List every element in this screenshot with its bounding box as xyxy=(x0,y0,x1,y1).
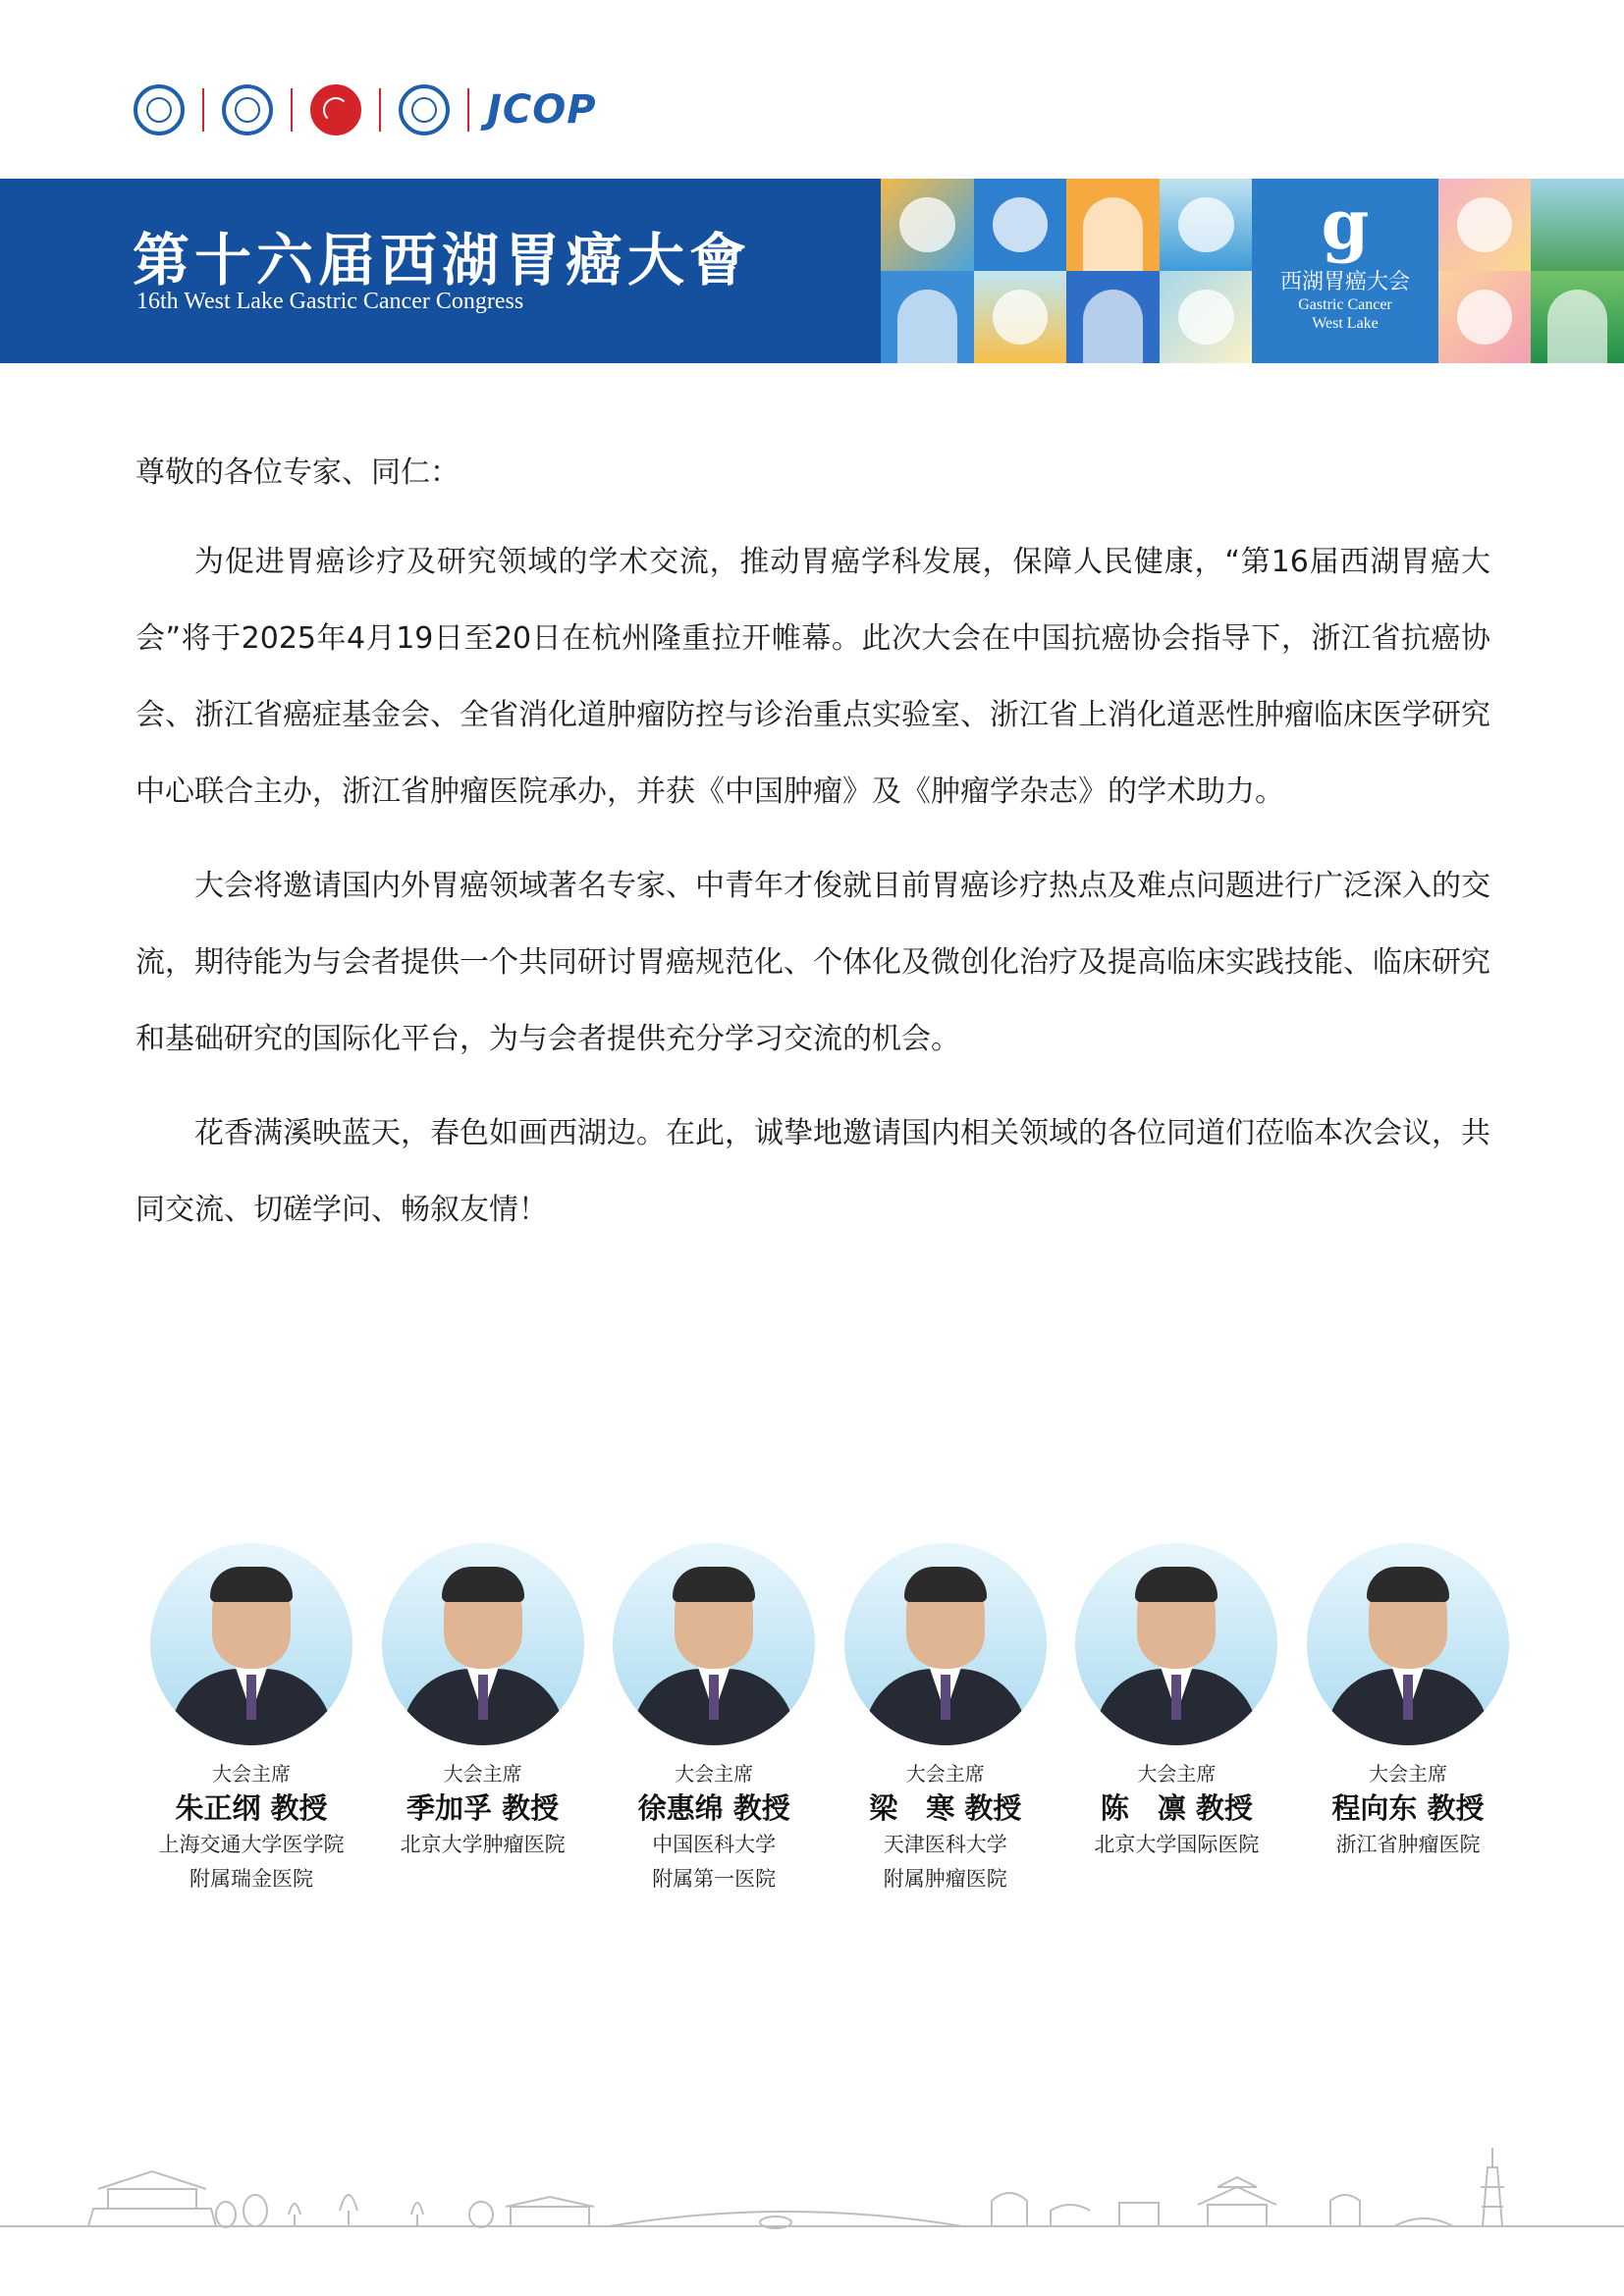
mosaic-tile xyxy=(1531,271,1624,363)
jcop-logo: JCOP xyxy=(487,87,597,133)
chair-affiliation: 中国医科大学 xyxy=(652,1833,777,1856)
logo-divider xyxy=(467,88,469,132)
red-hospital-logo xyxy=(310,84,361,135)
chair-name: 季加孚 教授 xyxy=(406,1791,560,1825)
chair-card xyxy=(610,1543,818,1896)
emblem-name-cn: 西湖胃癌大会 xyxy=(1279,270,1410,294)
chair-card xyxy=(1072,1543,1280,1896)
chair-role: 大会主席 xyxy=(1368,1762,1447,1786)
institution-seal-2-logo xyxy=(222,84,273,135)
mosaic-tile xyxy=(1066,271,1160,363)
institution-seal-4-logo xyxy=(399,84,450,135)
letter-paragraph: 花香满溪映蓝天，春色如画西湖边。在此，诚挚地邀请国内相关领域的各位同道们莅临本次会议，共同交流、切磋学问、畅叙友情！ xyxy=(135,1116,1490,1227)
chair-affiliation: 上海交通大学医学院 xyxy=(158,1833,345,1856)
salutation: 尊敬的各位专家、同仁： xyxy=(135,455,460,490)
chair-role: 大会主席 xyxy=(443,1762,522,1786)
mosaic-tile xyxy=(881,179,974,271)
congress-banner xyxy=(0,179,1624,363)
mosaic-tile xyxy=(1066,179,1160,271)
header-logos xyxy=(134,80,597,139)
banner-title: 第十六届西湖胃癌大會 xyxy=(133,227,752,294)
mosaic-tile xyxy=(1531,179,1624,271)
chair-role: 大会主席 xyxy=(212,1762,291,1786)
emblem-name-en-2: West Lake xyxy=(1312,315,1379,332)
mosaic-tile xyxy=(1160,179,1253,271)
emblem-g-mark: g xyxy=(1321,184,1370,265)
chair-affiliation: 附属第一医院 xyxy=(652,1867,777,1891)
letter-paragraph: 为促进胃癌诊疗及研究领域的学术交流，推动胃癌学科发展，保障人民健康，“第16届西湖胃癌大会”将于2025年4月19日至20日在杭州隆重拉开帷幕。此次大会在中国抗癌协会指导下，浙江省抗癌协会、浙江省癌症基金会、全省消化道肿瘤防控与诊治重点实验室、浙江省上消化道恶性肿瘤临床医学研究中心联合主办，浙江省肿瘤医院承办，并获《中国肿瘤》及《肿瘤学杂志》的学术助力。 xyxy=(135,545,1490,809)
chair-card xyxy=(841,1543,1050,1896)
mosaic-tile xyxy=(1160,271,1253,363)
chair-photo xyxy=(1075,1543,1277,1745)
chair-affiliation: 北京大学国际医院 xyxy=(1094,1833,1260,1856)
chair-role: 大会主席 xyxy=(1137,1762,1217,1786)
chair-name: 程向东 教授 xyxy=(1331,1791,1485,1825)
invitation-letter xyxy=(135,444,1490,1266)
logo-divider xyxy=(379,88,381,132)
chair-affiliation: 浙江省肿瘤医院 xyxy=(1335,1833,1481,1856)
chair-role: 大会主席 xyxy=(905,1762,985,1786)
mosaic-tile xyxy=(881,271,974,363)
chair-affiliation: 天津医科大学 xyxy=(883,1833,1007,1856)
chair-card xyxy=(1304,1543,1512,1896)
chair-name: 梁 寒 教授 xyxy=(869,1791,1022,1825)
chair-affiliation: 北京大学肿瘤医院 xyxy=(400,1833,566,1856)
mosaic-tile xyxy=(1438,271,1532,363)
congress-chairs xyxy=(147,1543,1512,1896)
chair-photo xyxy=(613,1543,815,1745)
congress-emblem xyxy=(1252,179,1438,363)
logo-divider xyxy=(202,88,204,132)
chair-role: 大会主席 xyxy=(675,1762,754,1786)
emblem-name-en-1: Gastric Cancer xyxy=(1298,296,1392,313)
west-lake-skyline-illustration xyxy=(0,2128,1624,2236)
chair-name: 徐惠绵 教授 xyxy=(637,1791,790,1825)
chair-affiliation: 附属肿瘤医院 xyxy=(883,1867,1007,1891)
letter-paragraph: 大会将邀请国内外胃癌领域著名专家、中青年才俊就目前胃癌诊疗热点及难点问题进行广泛深入的交流，期待能为与会者提供一个共同研讨胃癌规范化、个体化及微创化治疗及提高临床实践技能、临床研究和基础研究的国际化平台，为与会者提供充分学习交流的机会。 xyxy=(135,869,1490,1056)
chair-photo xyxy=(844,1543,1047,1745)
chair-name: 陈 凛 教授 xyxy=(1100,1791,1253,1825)
chair-card xyxy=(147,1543,355,1896)
chair-name: 朱正纲 教授 xyxy=(175,1791,328,1825)
chair-photo xyxy=(382,1543,584,1745)
logo-divider xyxy=(291,88,293,132)
chair-card xyxy=(379,1543,587,1896)
chair-photo xyxy=(1307,1543,1509,1745)
institution-seal-1-logo xyxy=(134,84,185,135)
mosaic-tile xyxy=(974,271,1067,363)
mosaic-tile xyxy=(974,179,1067,271)
banner-subtitle: 16th West Lake Gastric Cancer Congress xyxy=(136,289,524,314)
chair-photo xyxy=(150,1543,352,1745)
mosaic-tile xyxy=(1438,179,1532,271)
chair-affiliation: 附属瑞金医院 xyxy=(189,1867,313,1891)
